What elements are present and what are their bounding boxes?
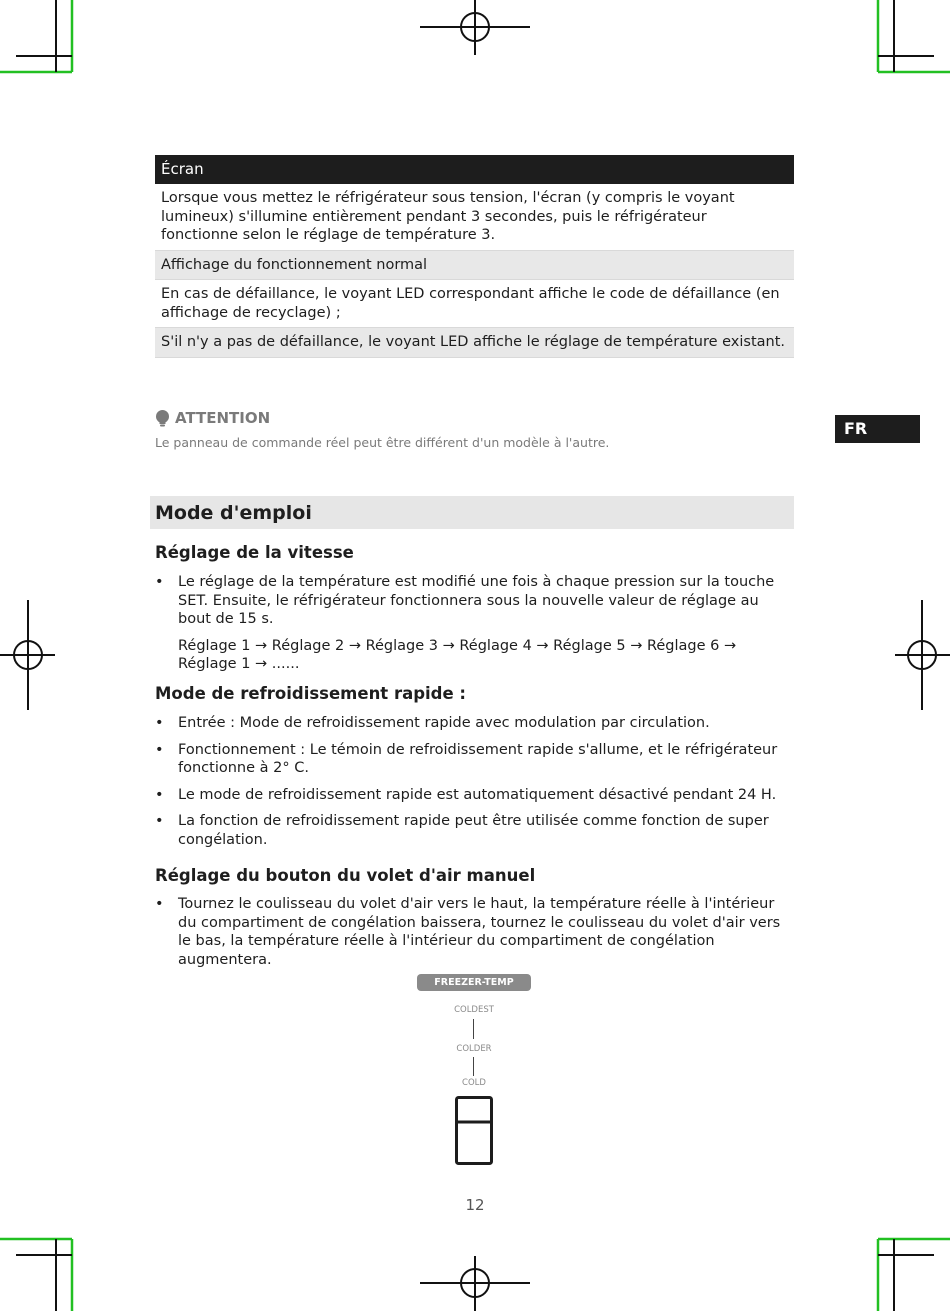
list-item-text: Tournez le coulisseau du volet d'air vers le haut, la température réelle à l'intérieur du compartiment de congélation baissera, tournez le coulisseau du volet d'air vers le bas, la température réelle à l'intérieur du compartiment de congélation augmentera. [178,896,781,968]
registration-mark-right [895,600,950,710]
attention-title: ATTENTION [175,409,271,427]
list-item-text: Le mode de refroidissement rapide est automatiquement désactivé pendant 24 H. [178,786,777,803]
air-damper-heading: Réglage du bouton du volet d'air manuel [155,866,536,885]
screen-table-row: S'il n'y a pas de défaillance, le voyant LED affiche le réglage de température existant. [155,328,794,358]
page-number: 12 [465,1196,485,1214]
bullet-glyph: • [155,741,164,758]
screen-table-row: Lorsque vous mettez le réfrigérateur sous tension, l'écran (y compris le voyant lumineux) s'illumine entièrement pendant 3 secondes, puis le réfrigérateur fonctionne selon le réglage de température 3. [155,184,794,251]
rapid-cooling-heading: Mode de refroidissement rapide : [155,684,467,703]
list-item [155,812,795,849]
air-damper-section [155,865,795,969]
bullet-glyph: • [155,786,164,803]
bullet-glyph: • [155,896,164,912]
registration-mark-left [0,600,55,710]
section-title: Mode d'emploi [150,496,794,529]
bullet-glyph: • [155,574,164,590]
level-colder-label: COLDER [456,1044,492,1054]
scale-divider [473,1019,474,1039]
speed-setting-section [155,542,795,674]
crop-mark-top-right [878,0,950,72]
lightbulb-icon [155,410,170,427]
list-item [155,741,795,778]
screen-table [155,155,794,358]
registration-mark-top [420,0,530,55]
crop-mark-bottom-right [878,1239,950,1311]
list-item-text: Le réglage de la température est modifié une fois à chaque pression sur la touche SET. Ensuite, le réfrigérateur fonctionnera sous la nouvelle valeur de réglage au bout de 15 s. [178,574,775,627]
language-tab: FR [835,415,920,443]
list-item [155,714,795,733]
freezer-temp-label: FREEZER-TEMP [417,974,531,991]
screen-table-row: Affichage du fonctionnement normal [155,251,794,281]
scale-divider [473,1057,474,1076]
list-item [155,895,795,969]
level-cold-label: COLD [462,1078,486,1088]
list-item [155,573,795,629]
crop-mark-top-left [0,0,72,72]
screen-table-row: En cas de défaillance, le voyant LED correspondant affiche le code de défaillance (en affichage de recyclage) ; [155,280,794,328]
refrigerator-icon [455,1096,493,1166]
bullet-glyph: • [155,715,164,731]
attention-note [155,407,795,450]
list-item [155,786,795,805]
setting-sequence: Réglage 1 → Réglage 2 → Réglage 3 → Réglage 4 → Réglage 5 → Réglage 6 → Réglage 1 → ...... [178,637,737,672]
crop-mark-bottom-left [0,1239,72,1311]
attention-heading [155,407,795,429]
attention-text: Le panneau de commande réel peut être différent d'un modèle à l'autre. [155,435,610,450]
list-item-text: La fonction de refroidissement rapide peut être utilisée comme fonction de super congélation. [178,813,769,848]
list-item-text: Entrée : Mode de refroidissement rapide avec modulation par circulation. [178,715,710,731]
speed-setting-heading: Réglage de la vitesse [155,543,354,562]
list-item-text: Fonctionnement : Le témoin de refroidissement rapide s'allume, et le réfrigérateur fonctionne à 2° C. [178,741,778,776]
level-coldest-label: COLDEST [454,1005,494,1015]
screen-table-header: Écran [155,155,794,184]
rapid-cooling-section [155,683,795,849]
registration-mark-bottom [420,1256,530,1311]
freezer-temp-diagram [410,972,538,1172]
bullet-glyph: • [155,813,164,829]
